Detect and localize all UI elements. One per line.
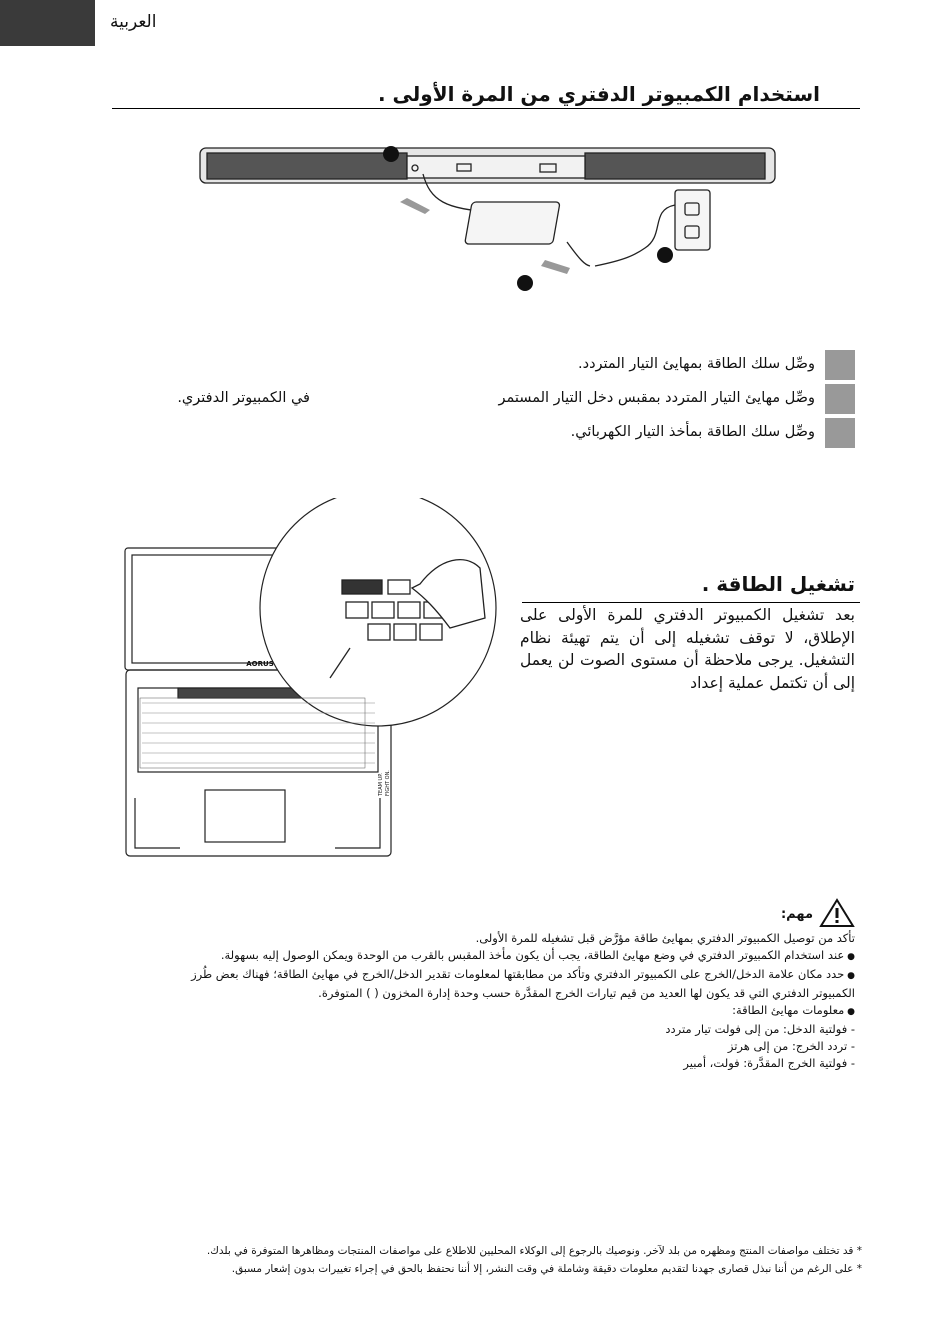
step-number-box [825, 384, 855, 414]
step-number-box [825, 350, 855, 380]
step-2-text: وصِّل مهايئ التيار المتردد بمقبس دخل التيار المستمر [498, 390, 815, 406]
spec-output-voltage: - فولتية الخرج المقدَّرة: فولت، أمبير [683, 1056, 855, 1070]
step-marker-2 [517, 275, 533, 291]
warning-triangle-icon [819, 898, 855, 928]
language-label: العربية [110, 12, 157, 32]
important-title: مهم: [780, 907, 813, 922]
palmrest-text-1: TEAM UP. [378, 772, 384, 796]
laptop-power-button-diagram [120, 498, 500, 863]
step-number-box [825, 418, 855, 448]
step-2-text-end: في الكمبيوتر الدفتري. [177, 390, 310, 406]
section-title-first-use: استخدام الكمبيوتر الدفتري من المرة الأولى . [377, 82, 820, 106]
step-1-text: وصِّل سلك الطاقة بمهايئ التيار المتردد. [578, 356, 815, 372]
important-bullet-3: ● معلومات مهايئ الطاقة: [95, 1002, 855, 1021]
palmrest-text-2: FIGHT ON. [385, 770, 391, 796]
spec-input-voltage: - فولتية الدخل: من إلى فولت تيار متردد [665, 1022, 855, 1036]
title-divider [112, 108, 860, 109]
step-3-text: وصِّل سلك الطاقة بمأخذ التيار الكهربائي. [570, 424, 815, 440]
important-bullet-2: ● حدد مكان علامة الدخل/الخرج على الكمبيوتر الدفتري وتأكد من مطابقتها لمعلومات تقدير الدخل/الخرج في مهايئ الطاقة؛ فهناك بعض طُرز [95, 966, 855, 985]
power-connection-diagram [195, 140, 785, 300]
section-title-power-on: تشغيل الطاقة . [701, 572, 855, 596]
step-2 [95, 384, 855, 414]
important-intro: تأكد من توصيل الكمبيوتر الدفتري بمهايئ طاقة مؤرَّض قبل تشغيله للمرة الأولى. [475, 931, 855, 945]
step-marker-1 [383, 146, 399, 162]
important-body [95, 930, 855, 1072]
step-3 [95, 418, 855, 448]
language-tab [0, 0, 95, 46]
step-1 [95, 350, 855, 380]
section-divider [522, 602, 860, 603]
important-header [735, 898, 855, 932]
spec-output-frequency: - تردد الخرج: من إلى هرتز [727, 1039, 855, 1053]
power-on-description: بعد تشغيل الكمبيوتر الدفتري للمرة الأولى على الإطلاق، لا توقف تشغيله إلى أن يتم تهيئة نظام التشغيل. يرجى ملاحظة أن مستوى الصوت لن يعمل إلى أن تكتمل عملية إعداد [520, 606, 855, 692]
aorus-logo: AORUS [246, 660, 274, 668]
footer-note-1: * قد تختلف مواصفات المنتج ومظهره من بلد لآخر. ونوصيك بالرجوع إلى الوكلاء المحليين للاطلاع على مواصفات المنتجات ومظاهرها المتوفرة في بلدك. [206, 1245, 862, 1257]
important-bullet-2-cont: الكمبيوتر الدفتري التي قد يكون لها العديد من قيم تيارات الخرج المقدَّرة حسب وحدة إدارة المخزون ( ) المتوفرة. [318, 986, 855, 1000]
important-bullet-1: ● عند استخدام الكمبيوتر الدفتري في وضع مهايئ الطاقة، يجب أن يكون مأخذ المقبس بالقرب من الوحدة ويمكن الوصول إليه بسهولة. [95, 947, 855, 966]
footer-notes [82, 1242, 862, 1278]
footer-note-2: * على الرغم من أننا نبذل قصارى جهدنا لتقديم معلومات دقيقة وشاملة في وقت النشر، إلا أننا نحتفظ بالحق في إجراء تغييرات بدون إشعار مسبق. [231, 1263, 862, 1275]
step-marker-3 [657, 247, 673, 263]
